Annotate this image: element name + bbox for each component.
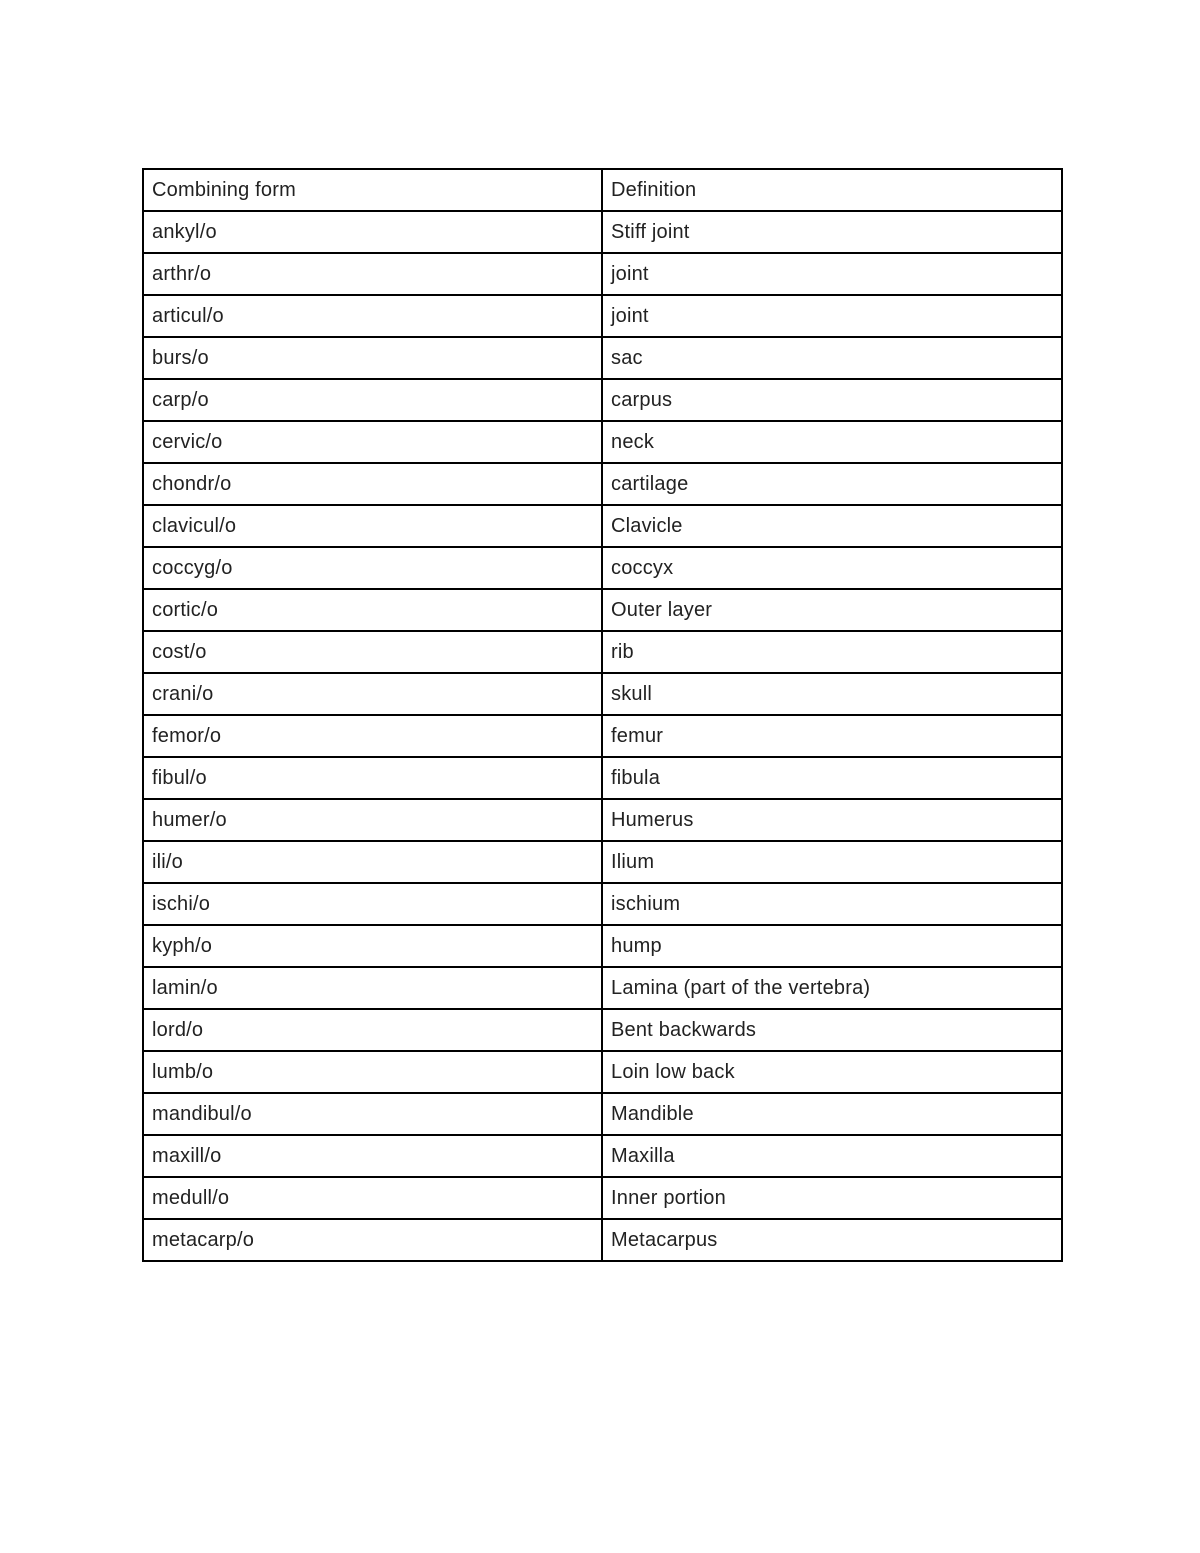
- combining-form-cell: ankyl/o: [143, 211, 602, 253]
- table-row: [143, 295, 1062, 337]
- definition-cell: rib: [602, 631, 1062, 673]
- definition-cell: Metacarpus: [602, 1219, 1062, 1261]
- definition-cell: cartilage: [602, 463, 1062, 505]
- table-row: [143, 799, 1062, 841]
- combining-form-cell: cervic/o: [143, 421, 602, 463]
- table-row: [143, 463, 1062, 505]
- table-row: [143, 547, 1062, 589]
- header-definition: Definition: [602, 169, 1062, 211]
- definition-cell: Stiff joint: [602, 211, 1062, 253]
- definition-cell: neck: [602, 421, 1062, 463]
- header-combining-form: Combining form: [143, 169, 602, 211]
- combining-form-cell: ischi/o: [143, 883, 602, 925]
- table-row: [143, 1051, 1062, 1093]
- definition-cell: ischium: [602, 883, 1062, 925]
- table-row: [143, 1093, 1062, 1135]
- definition-cell: joint: [602, 295, 1062, 337]
- table-row: [143, 253, 1062, 295]
- table-row: [143, 883, 1062, 925]
- table-row: [143, 673, 1062, 715]
- combining-form-cell: humer/o: [143, 799, 602, 841]
- table-row: [143, 589, 1062, 631]
- table-row: [143, 631, 1062, 673]
- combining-form-cell: cost/o: [143, 631, 602, 673]
- definition-cell: Humerus: [602, 799, 1062, 841]
- table-row: [143, 1009, 1062, 1051]
- definition-cell: Clavicle: [602, 505, 1062, 547]
- combining-form-cell: kyph/o: [143, 925, 602, 967]
- definition-cell: joint: [602, 253, 1062, 295]
- table-row: [143, 211, 1062, 253]
- combining-form-cell: coccyg/o: [143, 547, 602, 589]
- definition-cell: sac: [602, 337, 1062, 379]
- combining-form-cell: ili/o: [143, 841, 602, 883]
- table-row: [143, 841, 1062, 883]
- combining-form-cell: arthr/o: [143, 253, 602, 295]
- definition-cell: Outer layer: [602, 589, 1062, 631]
- table-row: [143, 379, 1062, 421]
- combining-form-cell: carp/o: [143, 379, 602, 421]
- combining-form-cell: crani/o: [143, 673, 602, 715]
- combining-form-cell: fibul/o: [143, 757, 602, 799]
- table-row: [143, 1177, 1062, 1219]
- combining-form-cell: lord/o: [143, 1009, 602, 1051]
- definition-cell: fibula: [602, 757, 1062, 799]
- combining-form-cell: maxill/o: [143, 1135, 602, 1177]
- table-row: [143, 337, 1062, 379]
- table-row: [143, 1135, 1062, 1177]
- table-row: [143, 925, 1062, 967]
- definition-cell: Loin low back: [602, 1051, 1062, 1093]
- table-row: [143, 715, 1062, 757]
- combining-form-cell: mandibul/o: [143, 1093, 602, 1135]
- definition-cell: Inner portion: [602, 1177, 1062, 1219]
- table-header-row: [143, 169, 1062, 211]
- combining-form-cell: chondr/o: [143, 463, 602, 505]
- combining-form-cell: clavicul/o: [143, 505, 602, 547]
- table-row: [143, 505, 1062, 547]
- definition-cell: femur: [602, 715, 1062, 757]
- definition-cell: Ilium: [602, 841, 1062, 883]
- combining-form-cell: lamin/o: [143, 967, 602, 1009]
- definition-cell: Maxilla: [602, 1135, 1062, 1177]
- table-body: [143, 169, 1062, 1261]
- combining-form-cell: lumb/o: [143, 1051, 602, 1093]
- combining-forms-table: [142, 168, 1063, 1262]
- table-row: [143, 1219, 1062, 1261]
- combining-form-cell: femor/o: [143, 715, 602, 757]
- combining-form-cell: burs/o: [143, 337, 602, 379]
- definition-cell: Mandible: [602, 1093, 1062, 1135]
- definition-cell: Bent backwards: [602, 1009, 1062, 1051]
- table-row: [143, 421, 1062, 463]
- combining-form-cell: metacarp/o: [143, 1219, 602, 1261]
- definition-cell: Lamina (part of the vertebra): [602, 967, 1062, 1009]
- combining-form-cell: medull/o: [143, 1177, 602, 1219]
- definition-cell: carpus: [602, 379, 1062, 421]
- table-row: [143, 967, 1062, 1009]
- table-row: [143, 757, 1062, 799]
- definition-cell: hump: [602, 925, 1062, 967]
- definition-cell: coccyx: [602, 547, 1062, 589]
- combining-form-cell: cortic/o: [143, 589, 602, 631]
- combining-form-cell: articul/o: [143, 295, 602, 337]
- definition-cell: skull: [602, 673, 1062, 715]
